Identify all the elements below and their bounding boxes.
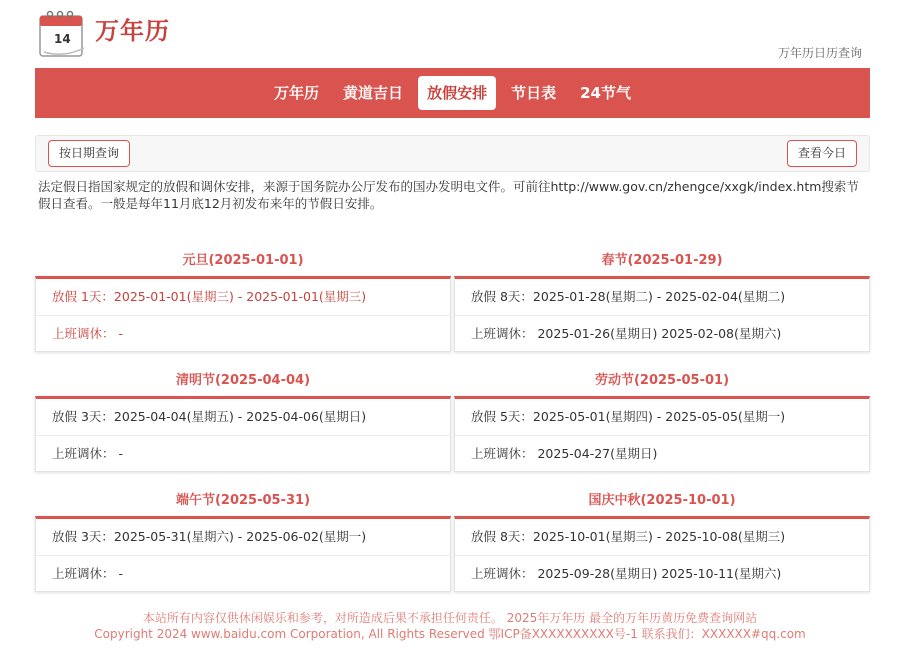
logo-day-text: 14 [54, 32, 71, 46]
site-title: 万年历 [95, 17, 170, 45]
nav-item-calendar[interactable]: 万年历 [274, 84, 320, 102]
vacation-period: 放假 8天：2025-10-01(星期三) - 2025-10-08(星期三) [471, 529, 786, 544]
makeup-workdays: 上班调休： - [36, 435, 450, 471]
nav-item-festival-table[interactable]: 节日表 [511, 84, 557, 102]
holiday-title: 劳动节(2025-05-01) [594, 373, 730, 388]
nav-item-solar-terms[interactable]: 24节气 [580, 84, 631, 102]
footer [0, 610, 900, 642]
holiday-description: 法定假日指国家规定的放假和调休安排，来源于国务院办公厅发布的国办发明电文件。可前往http://www.gov.cn/zhengce/xxgk/index.htm搜索节假日查看。一般是每年11月底12月初发布来年的节假日安排。 [38, 179, 859, 211]
holiday-card-spring-festival [454, 246, 870, 352]
makeup-workdays: 上班调休： - [36, 315, 450, 351]
vacation-period: 放假 3天：2025-04-04(星期五) - 2025-04-06(星期日) [52, 409, 367, 424]
holiday-row [35, 486, 870, 592]
footer-copyright: Copyright 2024 www.baidu.com Corporation, All Rights Reserved 鄂ICP备XXXXXXXXXX号-1 联系我们：XXXXXX#qq.com [94, 627, 806, 641]
query-by-date-button[interactable]: 按日期查询 [48, 140, 130, 167]
makeup-workdays: 上班调休： 2025-09-28(星期日) 2025-10-11(星期六) [455, 555, 869, 591]
calendar-icon[interactable] [38, 8, 88, 58]
holiday-title: 端午节(2025-05-31) [175, 493, 311, 508]
makeup-workdays: 上班调休： 2025-04-27(星期日) [455, 435, 869, 471]
site-subtitle: 万年历日历查询 [777, 46, 862, 60]
holiday-title: 春节(2025-01-29) [601, 253, 723, 268]
holiday-title: 元旦(2025-01-01) [182, 253, 304, 268]
holiday-details [35, 396, 451, 472]
makeup-workdays: 上班调休： 2025-01-26(星期日) 2025-02-08(星期六) [455, 315, 869, 351]
vacation-period: 放假 8天：2025-01-28(星期二) - 2025-02-04(星期二) [471, 289, 786, 304]
view-today-button[interactable]: 查看今日 [787, 140, 857, 167]
vacation-period: 放假 5天：2025-05-01(星期四) - 2025-05-05(星期一) [471, 409, 786, 424]
holiday-card-qingming [35, 366, 451, 472]
holiday-row [35, 246, 870, 352]
holiday-card-dragon-boat [35, 486, 451, 592]
header [0, 0, 900, 66]
holiday-row [35, 366, 870, 472]
main-nav [35, 68, 870, 118]
footer-disclaimer: 本站所有内容仅供休闲娱乐和参考，对所造成后果不承担任何责任。 2025年万年历 最全的万年历黄历免费查询网站 [142, 611, 758, 625]
holiday-card-new-year [35, 246, 451, 352]
nav-item-auspicious-days[interactable]: 黄道吉日 [343, 84, 404, 102]
holiday-details [35, 516, 451, 592]
holiday-details [454, 516, 870, 592]
holiday-details [35, 276, 451, 352]
toolbar [35, 135, 870, 172]
holiday-title: 清明节(2025-04-04) [175, 373, 311, 388]
holiday-title: 国庆中秋(2025-10-01) [588, 493, 736, 508]
makeup-workdays: 上班调休： - [36, 555, 450, 591]
holiday-details [454, 396, 870, 472]
holiday-card-national-day [454, 486, 870, 592]
holiday-grid [35, 246, 870, 606]
vacation-period: 放假 3天：2025-05-31(星期六) - 2025-06-02(星期一) [52, 529, 367, 544]
holiday-details [454, 276, 870, 352]
vacation-period: 放假 1天：2025-01-01(星期三) - 2025-01-01(星期三) [52, 289, 367, 304]
nav-item-holiday-schedule[interactable]: 放假安排 [418, 76, 496, 110]
holiday-card-labor-day [454, 366, 870, 472]
